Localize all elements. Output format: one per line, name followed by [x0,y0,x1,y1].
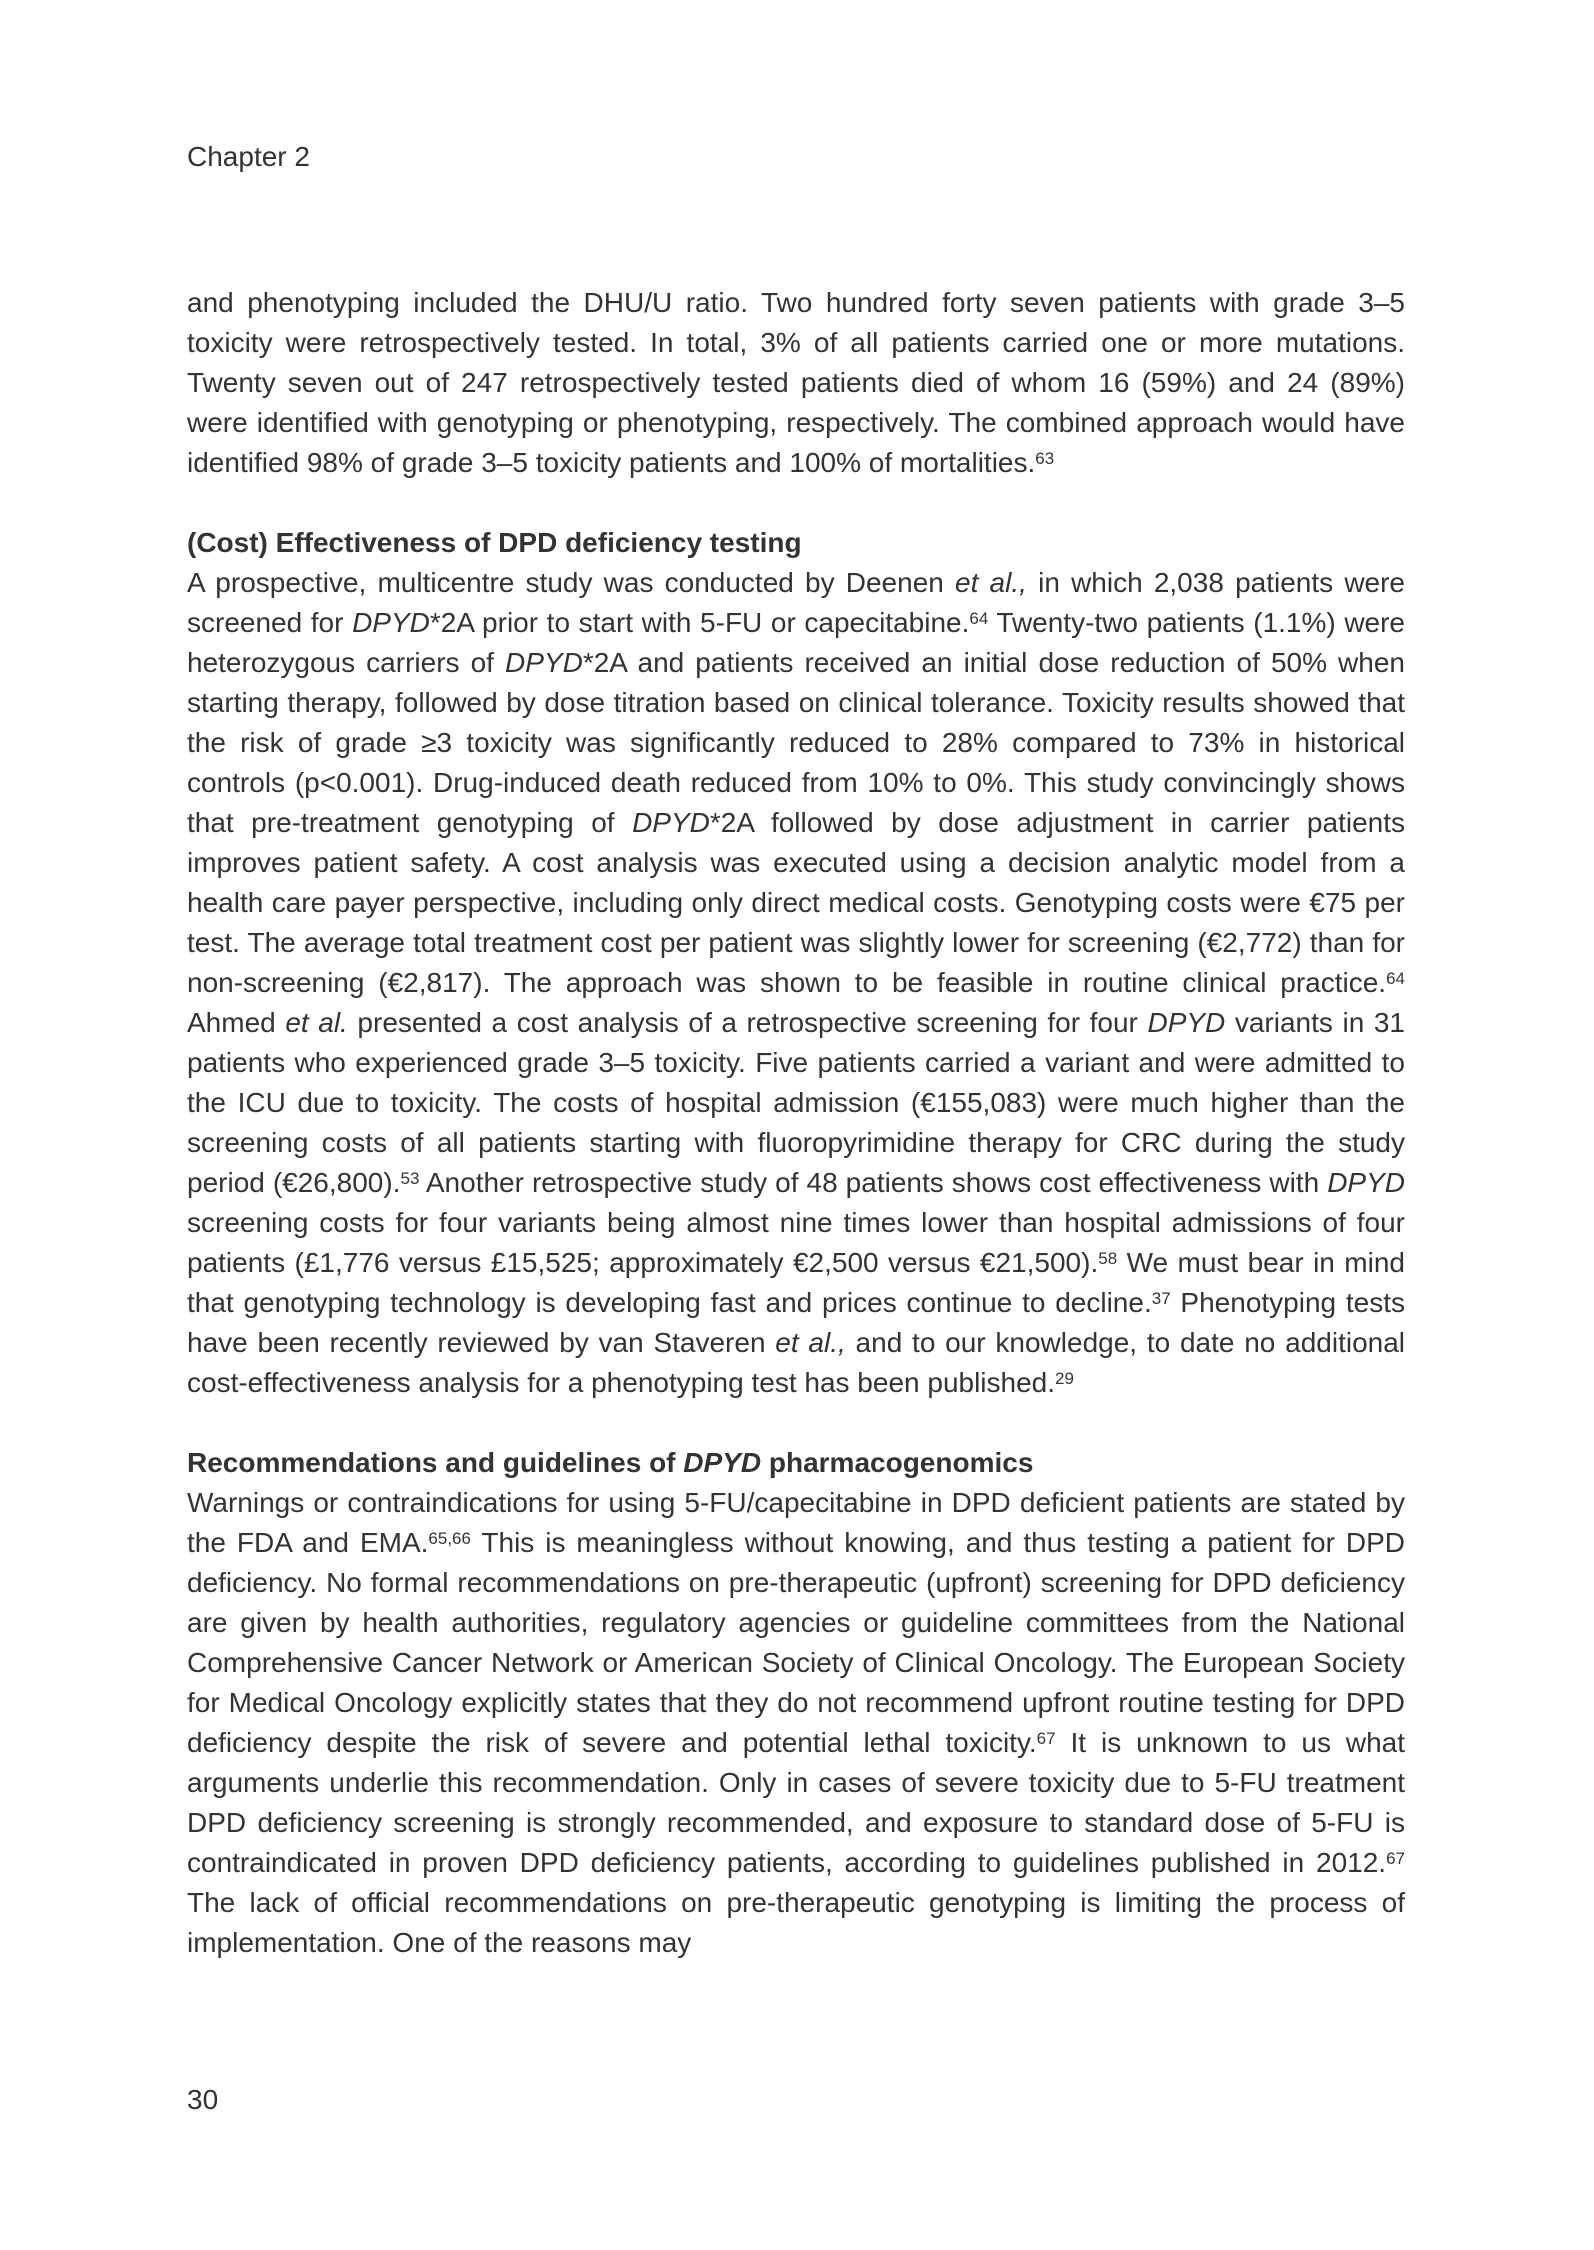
text-run: variants in 31 patients who experienced grade 3–5 toxicity. Five patients carried a variant and were admitted to the ICU due to toxicity. The costs of hospital admission (€155,083) were much higher than the screening costs of all patients starting with fluoropyrimidine therapy for CRC during the study period (€26,800). [187,1007,1406,1198]
section-heading [187,1443,1405,1483]
text-run: It is unknown to us what arguments underlie this recommendation. Only in cases of severe toxicity due to 5-FU treatment DPD deficiency screening is strongly recommended, and exposure to standard dose of 5-FU is contraindicated in proven DPD deficiency patients, according to guidelines published in 2012. [187,1727,1405,1878]
italic-text-run: DPYD [632,807,710,838]
text-run: in which 2,038 patients were screened for [187,567,1406,638]
text-run: and phenotyping included the DHU/U ratio. Two hundred forty seven patients with grade 3–5 toxicity were retrospectively tested. In total, 3% of all patients carried one or more mutations. Twenty seven out of 247 retrospectively tested patients died of whom 16 (59%) and 24 (89%) were identified with genotyping or phenotyping, respectively. The combined approach would have identified 98% of grade 3–5 toxicity patients and 100% of mortalities. [187,287,1405,478]
citation-superscript: 53 [400,1168,420,1188]
italic-text-run: DPYD [1147,1007,1226,1038]
text-run: and to our knowledge, to date no additional cost-effectiveness analysis for a phenotyping test has been published. [187,1327,1406,1398]
citation-superscript: 63 [1035,448,1055,468]
citation-superscript: 64 [969,608,989,628]
text-run: A prospective, multicentre study was conducted by Deenen [187,567,956,598]
text-run: *2A prior to start with 5-FU or capecitabine. [429,607,970,638]
text-run: screening costs for four variants being almost nine times lower than hospital admissions of four patients (£1,776 versus £15,525; approximately €2,500 versus €21,500). [187,1207,1405,1278]
text-run: pharmacogenomics [761,1447,1034,1478]
running-header: Chapter 2 [187,141,310,172]
citation-superscript: 37 [1151,1288,1171,1308]
italic-text-run: DPYD [505,647,583,678]
text-run: Recommendations and guidelines of [187,1447,684,1478]
text-run: presented a cost analysis of a retrospective screening for four [347,1007,1148,1038]
body-paragraph [187,1483,1405,1963]
text-run: Phenotyping tests have been recently reviewed by van Staveren [187,1287,1405,1358]
citation-superscript: 65,66 [428,1528,471,1548]
italic-text-run: et al., [775,1327,846,1358]
citation-superscript: 67 [1036,1728,1056,1748]
text-run: This is meaningless without knowing, and thus testing a patient for DPD deficiency. No formal recommendations on pre-therapeutic (upfront) screening for DPD deficiency are given by health authorities, regulatory agencies or guideline committees from the National Comprehensive Cancer Network or American Society of Clinical Oncology. The European Society for Medical Oncology explicitly states that they do not recommend upfront routine testing for DPD deficiency despite the risk of severe and potential lethal toxicity. [187,1527,1406,1758]
italic-text-run: DPYD [352,607,430,638]
text-run: *2A and patients received an initial dose reduction of 50% when starting therapy, followed by dose titration based on clinical tolerance. Toxicity results showed that the risk of grade ≥3 toxicity was significantly reduced to 28% compared to 73% in historical controls (p<0.001). Drug-induced death reduced from 10% to 0%. This study convincingly shows that pre-treatment genotyping of [187,647,1405,838]
italic-text-run: DPYD [1327,1167,1405,1198]
section-heading [187,523,1405,563]
text-run: Warnings or contraindications for using 5-FU/capecitabine in DPD deficient patients are stated by the FDA and EMA. [187,1487,1405,1558]
text-run: Ahmed [187,1007,286,1038]
text-run: Twenty-two patients (1.1%) were heterozygous carriers of [187,607,1406,678]
citation-superscript: 29 [1055,1368,1074,1388]
text-run: (Cost) Effectiveness of DPD deficiency testing [187,527,802,558]
citation-superscript: 67 [1386,1848,1405,1868]
citation-superscript: 58 [1098,1248,1118,1268]
italic-text-run: et al., [955,567,1027,598]
body-paragraph [187,563,1405,1403]
page-number: 30 [187,2084,219,2115]
text-run: We must bear in mind that genotyping technology is developing fast and prices continue to decline. [187,1247,1405,1318]
italic-text-run: DPYD [683,1447,762,1478]
body-paragraph [187,283,1405,483]
page-body [187,283,1405,1963]
citation-superscript: 64 [1386,968,1405,988]
text-run: *2A followed by dose adjustment in carrier patients improves patient safety. A cost analysis was executed using a decision analytic model from a health care payer perspective, including only direct medical costs. Genotyping costs were €75 per test. The average total treatment cost per patient was slightly lower for screening (€2,772) than for non-screening (€2,817). The approach was shown to be feasible in routine clinical practice. [187,807,1405,998]
italic-text-run: et al. [285,1007,348,1038]
text-run: The lack of official recommendations on pre-therapeutic genotyping is limiting the process of implementation. One of the reasons may [187,1887,1405,1958]
text-run: Another retrospective study of 48 patients shows cost effectiveness with [419,1167,1328,1198]
